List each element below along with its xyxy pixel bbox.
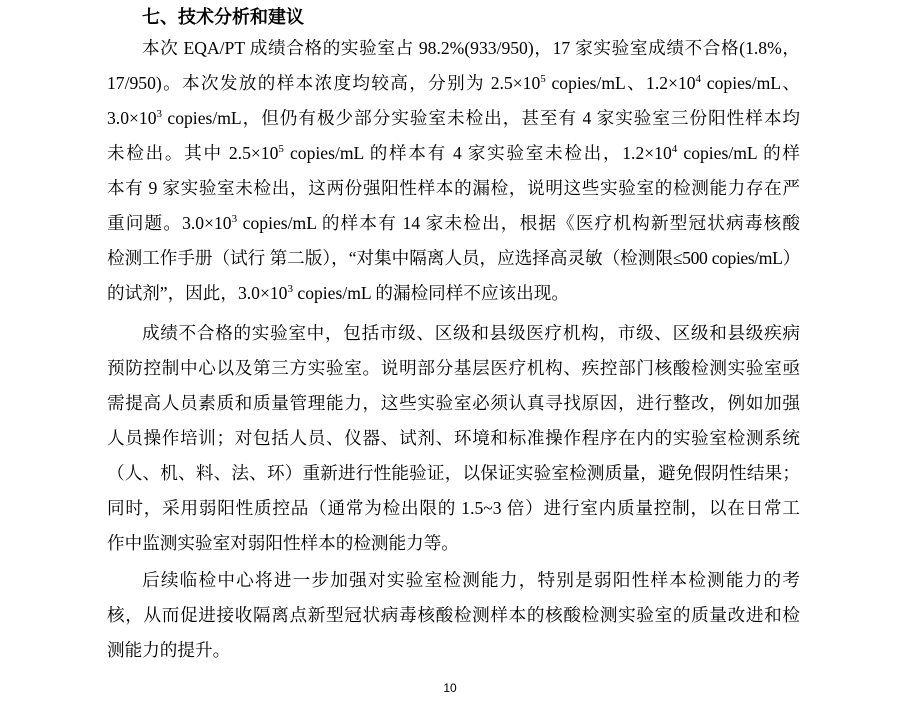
text-line (107, 491, 800, 526)
text-line (107, 351, 800, 386)
text-run: 核，从而促进接收隔离点新型冠状病毒核酸检测样本的核酸检测实验室的质量改进和检 (107, 604, 800, 625)
text-run: 成绩不合格的实验室中，包括市级、区级和县级医疗机构，市级、区级和县级疾病 (142, 322, 800, 343)
text-line (107, 456, 800, 491)
text-line (107, 276, 800, 311)
text-run: copies/mL、 (701, 73, 800, 93)
superscript-exponent: 3 (287, 283, 293, 295)
text-line (107, 421, 800, 456)
page-number: 10 (443, 681, 457, 695)
text-run: copies/mL 的样 (677, 143, 800, 163)
text-run: 人员操作培训；对包括人员、仪器、试剂、环境和标准操作程序在内的实验室检测系统 (107, 427, 800, 448)
text-line (107, 206, 800, 241)
text-run: 3.0×10 (107, 108, 157, 128)
text-line (107, 633, 800, 668)
body-paragraph (107, 563, 800, 668)
superscript-exponent: 5 (278, 143, 284, 155)
text-line (107, 598, 800, 633)
text-run: 17/950)。本次发放的样本浓度均较高，分别为 2.5×10 (107, 73, 541, 93)
text-run: 同时，采用弱阳性质控品（通常为检出限的 1.5~3 倍）进行室内质量控制，以在日常工 (107, 497, 800, 518)
text-run: 的试剂”，因此，3.0×10 (107, 283, 288, 303)
text-run: 未检出。其中 2.5×10 (107, 143, 279, 163)
page-body (107, 0, 800, 668)
text-line (107, 526, 800, 561)
text-line (107, 563, 800, 598)
text-run: 作中监测实验室对弱阳性样本的检测能力等。 (107, 532, 459, 553)
text-run: copies/mL 的样本有 4 家实验室未检出，1.2×10 (283, 143, 672, 163)
section-heading: 七、技术分析和建议 (142, 7, 304, 27)
body-paragraph (107, 316, 800, 561)
text-run: （人、机、料、法、环）重新进行性能验证，以保证实验室检测质量，避免假阴性结果； (107, 462, 800, 483)
text-line (107, 101, 800, 136)
text-run: copies/mL，但仍有极少部分实验室未检出，甚至有 4 家实验室三份阳性样本均 (162, 108, 800, 128)
text-line (107, 136, 800, 171)
text-line (107, 66, 800, 101)
superscript-exponent: 4 (671, 143, 678, 155)
body-paragraph (107, 31, 800, 311)
text-run: 本有 9 家实验室未检出，这两份强阳性样本的漏检，说明这些实验室的检测能力存在严 (107, 178, 800, 198)
text-line (107, 241, 800, 276)
superscript-exponent: 4 (695, 73, 702, 85)
text-run: copies/mL 的漏检同样不应该出现。 (292, 283, 569, 303)
text-run: 预防控制中心以及第三方实验室。说明部分基层医疗机构、疾控部门核酸检测实验室亟 (107, 357, 800, 378)
text-line (107, 316, 800, 351)
text-run: copies/mL 的样本有 14 家未检出，根据《医疗机构新型冠状病毒核酸 (237, 213, 800, 233)
text-run: 测能力的提升。 (107, 639, 231, 660)
superscript-exponent: 3 (156, 108, 163, 120)
text-line (107, 386, 800, 421)
text-run: 需提高人员素质和质量管理能力，这些实验室必须认真寻找原因，进行整改，例如加强 (107, 392, 800, 413)
text-line (107, 31, 800, 66)
text-run: 后续临检中心将进一步加强对实验室检测能力，特别是弱阳性样本检测能力的考 (142, 569, 800, 590)
superscript-exponent: 3 (231, 213, 238, 225)
text-run: 本次 EQA/PT 成绩合格的实验室占 98.2%(933/950)，17 家实验室成绩不合格(1.8%， (142, 38, 800, 58)
text-line (107, 171, 800, 206)
text-run: 检测工作手册（试行 第二版），“对集中隔离人员，应选择高灵敏（检测限≤500 copies/mL） (107, 248, 800, 268)
text-run: copies/mL、1.2×10 (545, 73, 696, 93)
superscript-exponent: 5 (540, 73, 546, 85)
text-run: 重问题。3.0×10 (107, 213, 232, 233)
